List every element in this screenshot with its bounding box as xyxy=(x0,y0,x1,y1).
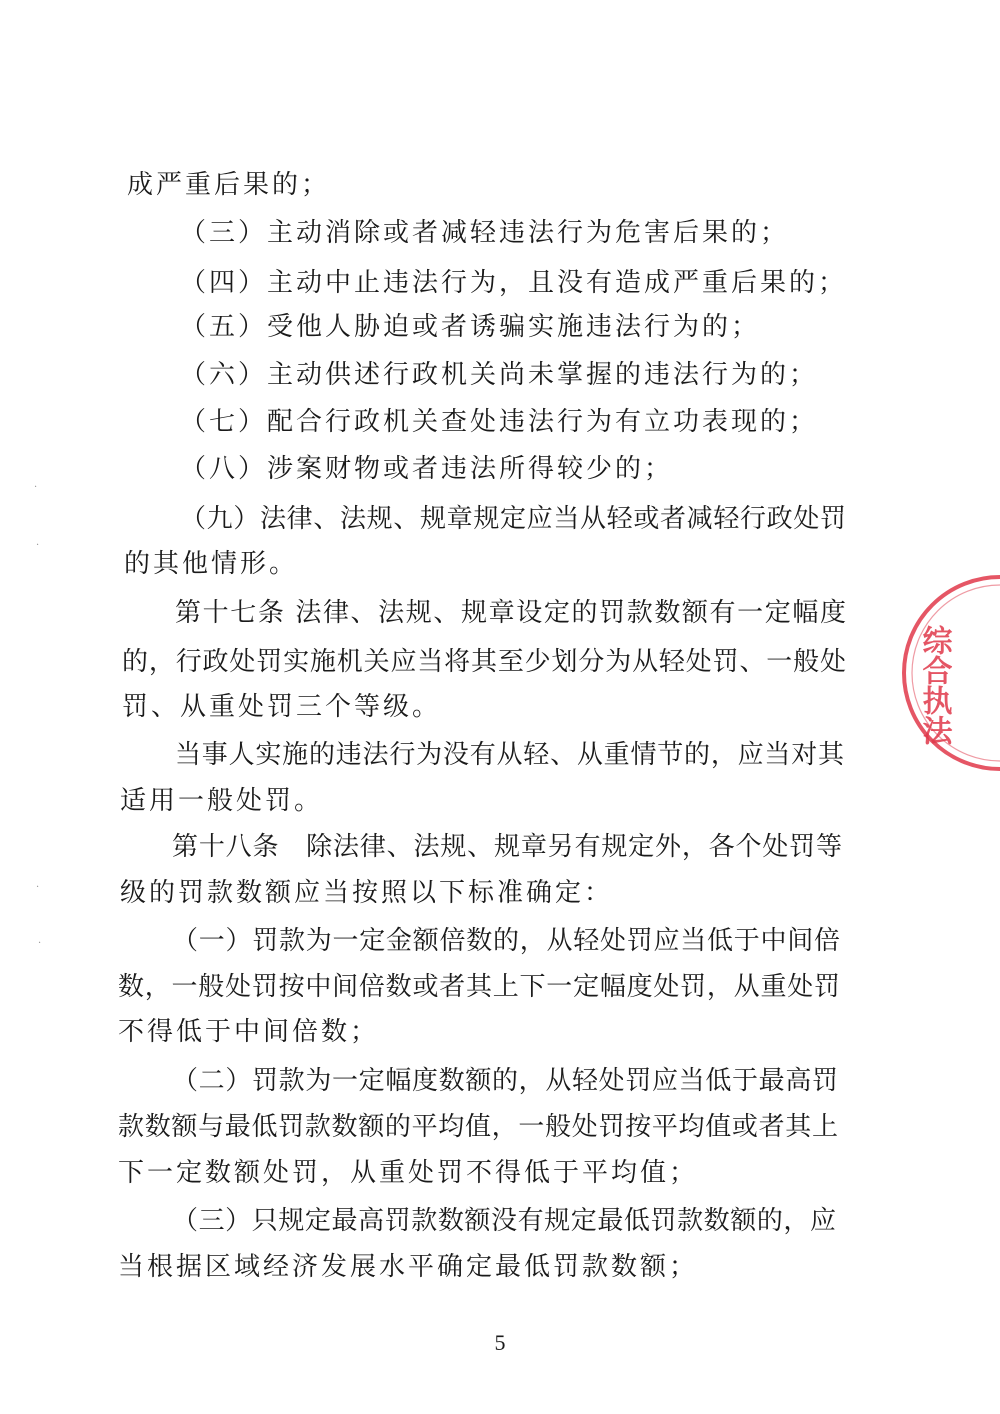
text-line: 款数额与最低罚款数额的平均值，一般处罚按平均值或者其上 xyxy=(118,1112,838,1142)
text-line: （六）主动供述行政机关尚未掌握的违法行为的； xyxy=(180,360,819,390)
text-line: 罚、从重处罚三个等级。 xyxy=(122,692,442,722)
text-line: 适用一般处罚。 xyxy=(120,786,324,816)
text-line: （二）罚款为一定幅度数额的，从轻处罚应当低于最高罚 xyxy=(172,1066,838,1096)
text-line: （四）主动中止违法行为，且没有造成严重后果的； xyxy=(180,268,848,298)
text-line: 下一定数额处罚，从重处罚不得低于平均值； xyxy=(118,1158,699,1188)
text-line: 级的罚款数额应当按照以下标准确定： xyxy=(120,878,614,908)
text-line: （三）主动消除或者减轻违法行为危害后果的； xyxy=(180,218,790,248)
scan-speck: · xyxy=(36,540,40,551)
scan-speck: · xyxy=(38,938,42,949)
text-line: （一）罚款为一定金额倍数的，从轻处罚应当低于中间倍 xyxy=(172,926,840,956)
text-line: 第十七条 法律、法规、规章设定的罚款数额有一定幅度 xyxy=(175,598,846,628)
text-line: 数，一般处罚按中间倍数或者其上下一定幅度处罚，从重处罚 xyxy=(118,972,840,1002)
text-line: （五）受他人胁迫或者诱骗实施违法行为的； xyxy=(180,312,761,342)
text-line: 第十八条 除法律、法规、规章另有规定外，各个处罚等 xyxy=(172,832,842,862)
text-line: （九）法律、法规、规章规定应当从轻或者减轻行政处罚 xyxy=(180,504,846,534)
text-line: 当事人实施的违法行为没有从轻、从重情节的，应当对其 xyxy=(175,740,844,770)
text-line: 不得低于中间倍数； xyxy=(118,1017,380,1047)
text-line: 的其他情形。 xyxy=(124,549,299,579)
text-line: 的，行政处罚实施机关应当将其至少划分为从轻处罚、一般处 xyxy=(122,647,846,677)
svg-text:综合执法: 综合执法 xyxy=(916,625,952,745)
official-seal-stamp xyxy=(892,565,1000,785)
scan-speck: · xyxy=(36,882,40,893)
scan-speck: · xyxy=(34,482,38,493)
text-line: （八）涉案财物或者违法所得较少的； xyxy=(180,454,674,484)
seal-graphic xyxy=(892,565,1000,785)
text-line: 成严重后果的； xyxy=(127,170,331,200)
text-line: 当根据区域经济发展水平确定最低罚款数额； xyxy=(118,1252,699,1282)
text-line: （七）配合行政机关查处违法行为有立功表现的； xyxy=(180,407,819,437)
page-number: 5 xyxy=(494,1330,506,1355)
text-line: （三）只规定最高罚款数额没有规定最低罚款数额的，应 xyxy=(172,1206,836,1236)
